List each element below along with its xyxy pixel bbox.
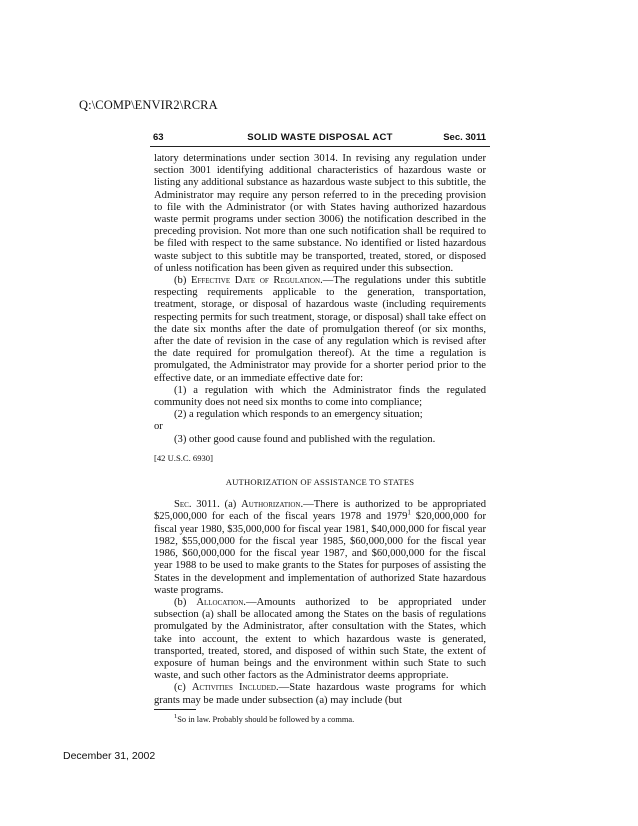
- footnote: [174, 713, 354, 724]
- list-item: (2) a regulation which responds to an emergency situation;: [174, 409, 423, 421]
- section-label: Sec. 3011.: [174, 499, 220, 511]
- footnote-text: So in law. Probably should be followed by a comma.: [177, 714, 355, 724]
- paragraph-sec-c: (c) Activities Included.—State hazardous waste programs for which grants may be made under subsection (a) may include (but: [154, 682, 487, 706]
- header-section: Sec. 3011: [443, 132, 486, 143]
- footnote-reference: 1: [407, 508, 411, 517]
- paragraph-sec-a: Sec. 3011. (a) Authorization.—There is authorized to be appropriated $25,000,000 for each of the fiscal years 1978 and 1979$^1$ $20,000,000 for fiscal year 1980, $35,000,000 for fiscal year 1981, $40,000,000 for fiscal year 1982, $55,000,000 for the fiscal year 1985, $60,000,000 for the fiscal year 1986, $60,000,000 for the fiscal year 1987, and $60,000,000 for the fiscal year 1988 to be used to make grants to the States for purposes of assisting the States in the development and implementation of authorized State hazardous waste programs.: [154, 499, 486, 596]
- conjunction: or: [154, 421, 163, 433]
- document-body: [154, 153, 486, 707]
- section-heading: AUTHORIZATION OF ASSISTANCE TO STATES: [225, 477, 415, 488]
- footnote-number: 1: [174, 713, 178, 720]
- paragraph-heading: Effective Date of Regulation.: [190, 275, 323, 287]
- document-date: December 31, 2002: [63, 750, 156, 762]
- header-title: SOLID WASTE DISPOSAL ACT: [247, 132, 393, 143]
- paragraph-sec-b: (b) Allocation.—Amounts authorized to be appropriated under subsection (a) shall be allocated among the States on the basis of regulations promulgated by the Administrator, after consultation with the States, which take into account, the extent to which hazardous waste is generated, transported, treated, stored, and disposed of within such State, the extent of exposure of human beings and the environment within such State to such waste, and such other factors as the Administrator deems appropriate.: [154, 596, 486, 682]
- list-item: (1) a regulation with which the Administrator finds the regulated community does not need six months to come into compliance;: [154, 384, 486, 409]
- usc-citation: [42 U.S.C. 6930]: [154, 452, 213, 463]
- list-item: (3) other good cause found and published with the regulation.: [174, 433, 436, 445]
- paragraph-heading: Allocation.: [196, 596, 246, 608]
- page-number: 63: [153, 132, 164, 143]
- running-header: [150, 128, 490, 147]
- paragraph-heading: Authorization.: [241, 499, 304, 511]
- footnote-divider: [154, 709, 196, 710]
- file-path: Q:\COMP\ENVIR2\RCRA: [79, 98, 218, 112]
- paragraph-b: (b) Effective Date of Regulation.—The regulations under this subtitle respecting requirements applicable to the generation, transportation, treatment, storage, or disposal of hazardous waste (including requirements respecting permits for such treatment, storage, or disposal) shall take effect on the date six months after the date of promulgation thereof (or six months, after the date of revision in the case of any regulation which is revised after the date required for promulgation thereof). At the time a regulation is promulgated, the Administrator may provide for a shorter period prior to the effective date, or an immediate effective date for:: [154, 275, 486, 384]
- paragraph-continuation: latory determinations under section 3014. In revising any regulation under section 3001 identifying additional characteristics of hazardous waste or listing any additional substance as hazardous waste subject to this subtitle, the Administrator may require any person referred to in the preceding provision to file with the Administrator (or with States having authorized hazardous waste permit programs under section 3006) the notification described in the preceding provision. Not more than one such notification shall be required to be filed with respect to the same substance. No identified or listed hazardous waste subject to this subtitle may be transported, treated, stored, or disposed of unless notification has been given as required under this subsection.: [154, 153, 486, 274]
- paragraph-heading: Activities Included.: [191, 682, 279, 694]
